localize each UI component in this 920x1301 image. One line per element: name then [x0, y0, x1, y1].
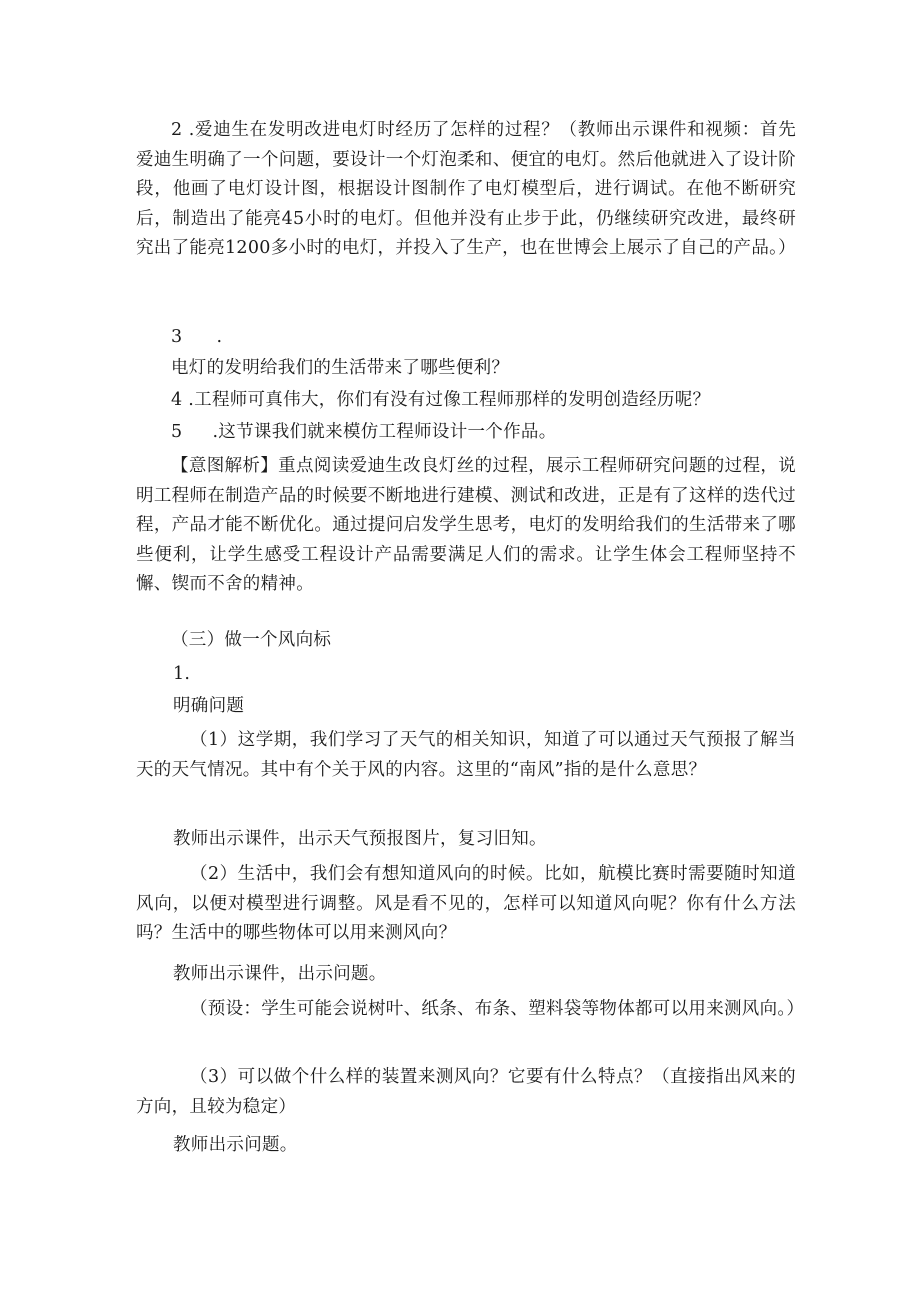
paragraph-teacher-shows-question: 教师出示课件，出示问题。 [173, 964, 387, 984]
list-dot-3: . [216, 327, 223, 347]
paragraph-engineer-question: 4 .工程师可真伟大，你们有没有过像工程师那样的发明创造经历呢？ [171, 390, 711, 410]
section-heading-wind-vane: （三）做一个风向标 [171, 630, 332, 650]
list-number-3: 3 [171, 327, 183, 347]
paragraph-question-3: （3）可以做个什么样的装置来测风向？它要有什么特点？（直接指出风来的方向，且较为稳定） [136, 1067, 796, 1117]
subheading-define-problem: 明确问题 [173, 696, 245, 716]
paragraph-edison-process: 2 .爱迪生在发明改进电灯时经历了怎样的过程？（教师出示课件和视频：首先爱迪生明确了一个问题，要设计一个灯泡柔和、便宜的电灯。然后他就进入了设计阶段，他画了电灯设计图，根据设计图制作了电灯模型后，进行调试。在他不断研究后，制造出了能亮45小时的电灯。但他并没有止步于此，仍继续研究改进，最终研究出了能亮1200多小时的电灯，并投入了生产，也在世博会上展示了自己的产品。） [136, 120, 796, 258]
list-item-5-text: .这节课我们就来模仿工程师设计一个作品。 [212, 422, 557, 442]
paragraph-intent-analysis: 【意图解析】重点阅读爱迪生改良灯丝的过程，展示工程师研究问题的过程，说明工程师在制造产品的时候要不断地进行建模、测试和改进，正是有了这样的迭代过程，产品才能不断优化。通过提问启发学生思考，电灯的发明给我们的生活带来了哪些便利，让学生感受工程设计产品需要满足人们的需求。让学生体会工程师坚持不懈、锲而不舍的精神。 [136, 456, 796, 594]
paragraph-question-1: （1）这学期，我们学习了天气的相关知识，知道了可以通过天气预报了解当天的天气情况。其中有个关于风的内容。这里的“南风”指的是什么意思？ [136, 730, 796, 780]
paragraph-teacher-review: 教师出示课件，出示天气预报图片，复习旧知。 [173, 829, 547, 849]
paragraph-question-2: （2）生活中，我们会有想知道风向的时候。比如，航模比赛时需要随时知道风向，以便对模型进行调整。风是看不见的，怎样可以知道风向呢？你有什么方法吗？生活中的哪些物体可以用来测风向？ [136, 864, 796, 943]
list-item-3-number [171, 323, 791, 353]
list-number-1: 1. [173, 664, 191, 684]
paragraph-presupposition: （预设：学生可能会说树叶、纸条、布条、塑料袋等物体都可以用来测风向。） [190, 999, 805, 1019]
paragraph-teacher-final: 教师出示问题。 [173, 1135, 298, 1155]
paragraph-convenience-question: 电灯的发明给我们的生活带来了哪些便利？ [171, 358, 510, 378]
list-item-5 [171, 418, 791, 448]
list-number-5: 5 [171, 422, 183, 442]
